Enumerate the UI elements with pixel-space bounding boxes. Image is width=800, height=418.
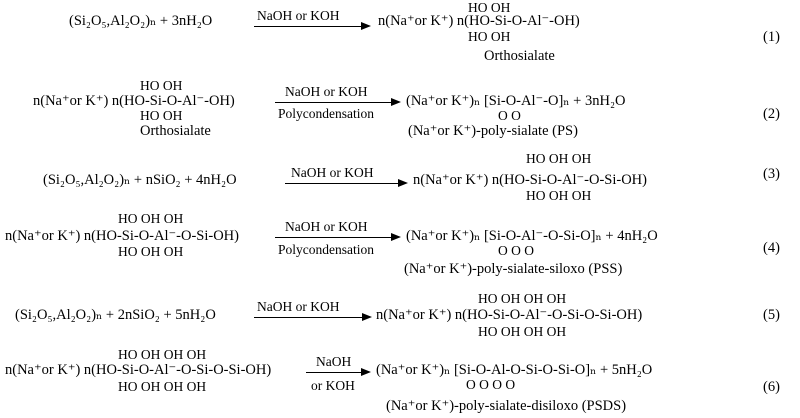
eq6-reactant: n(Na⁺or K⁺) n(HO-Si-O-Al⁻-O-Si-O-Si-OH) [5, 362, 272, 378]
eq5-reactant: (Si₂O₅,Al₂O₂)ₙ + 2nSiO₂ + 5nH₂O [15, 307, 216, 323]
eq2-product: (Na⁺or K⁺)ₙ [Si-O-Al⁻-O]ₙ + 3nH₂O [406, 93, 626, 109]
eq4-reactant-bottom-groups: HO OH OH [118, 244, 184, 259]
eq5-arrow-head [362, 313, 372, 321]
eq5-product-bottom-groups: HO OH OH OH [478, 324, 567, 339]
eq1-condition-above: NaOH or KOH [257, 8, 340, 23]
eq1-product: n(Na⁺or K⁺) n(HO-Si-O-Al⁻-OH) [378, 13, 580, 29]
eq5-arrow [254, 317, 364, 318]
eq3-arrow [285, 183, 400, 184]
eq4-arrow [275, 237, 393, 238]
eq6-product: (Na⁺or K⁺)ₙ [Si-O-Al-O-Si-O-Si-O]ₙ + 5nH₂O [376, 362, 653, 378]
eq4-arrow-head [391, 233, 401, 241]
eq1-arrow [254, 26, 363, 27]
eq5-number: (5) [763, 307, 780, 323]
eq3-arrow-head [398, 179, 408, 187]
eq1-product-top-groups: HO OH [468, 0, 511, 15]
eq2-product-bottom-groups: O O [498, 108, 521, 123]
eq5-product-top-groups: HO OH OH OH [478, 291, 567, 306]
eq2-reactant-name: Orthosialate [140, 123, 211, 139]
eq2-number: (2) [763, 106, 780, 122]
eq2-condition-below: Polycondensation [278, 106, 374, 121]
eq6-reactant-top-groups: HO OH OH OH [118, 347, 207, 362]
eq2-product-name: (Na⁺or K⁺)-poly-sialate (PS) [408, 123, 578, 139]
eq2-reactant: n(Na⁺or K⁺) n(HO-Si-O-Al⁻-OH) [33, 93, 235, 109]
eq3-product-top-groups: HO OH OH [526, 151, 592, 166]
eq2-arrow-head [391, 98, 401, 106]
eq1-number: (1) [763, 29, 780, 45]
eq4-condition-below: Polycondensation [278, 242, 374, 257]
eq3-number: (3) [763, 166, 780, 182]
eq4-reactant-top-groups: HO OH OH [118, 211, 184, 226]
eq2-reactant-bottom-groups: HO OH [140, 108, 183, 123]
eq6-number: (6) [763, 379, 780, 395]
eq1-product-bottom-groups: HO OH [468, 29, 511, 44]
eq6-condition-below: or KOH [311, 378, 355, 393]
eq3-reactant: (Si₂O₅,Al₂O₂)ₙ + nSiO₂ + 4nH₂O [43, 172, 237, 188]
eq4-product: (Na⁺or K⁺)ₙ [Si-O-Al⁻-O-Si-O]ₙ + 4nH₂O [406, 228, 658, 244]
eq6-condition-above: NaOH [316, 354, 352, 369]
eq3-condition-above: NaOH or KOH [291, 165, 374, 180]
eq6-arrow [306, 372, 363, 373]
eq6-product-bottom-groups: O O O O [466, 377, 516, 392]
eq4-product-name: (Na⁺or K⁺)-poly-sialate-siloxo (PSS) [404, 261, 623, 277]
eq6-reactant-bottom-groups: HO OH OH OH [118, 379, 207, 394]
eq4-number: (4) [763, 240, 780, 256]
eq6-arrow-head [361, 368, 371, 376]
eq2-reactant-top-groups: HO OH [140, 78, 183, 93]
eq2-condition-above: NaOH or KOH [285, 84, 368, 99]
eq3-product: n(Na⁺or K⁺) n(HO-Si-O-Al⁻-O-Si-OH) [413, 172, 647, 188]
eq1-product-name: Orthosialate [484, 48, 555, 64]
eq4-product-bottom-groups: O O O [498, 243, 534, 258]
eq5-condition-above: NaOH or KOH [257, 299, 340, 314]
eq4-reactant: n(Na⁺or K⁺) n(HO-Si-O-Al⁻-O-Si-OH) [5, 228, 239, 244]
eq5-product: n(Na⁺or K⁺) n(HO-Si-O-Al⁻-O-Si-O-Si-OH) [376, 307, 643, 323]
eq2-arrow [275, 102, 393, 103]
eq3-product-bottom-groups: HO OH OH [526, 188, 592, 203]
eq1-reactant: (Si₂O₅,Al₂O₂)ₙ + 3nH₂O [69, 13, 213, 29]
eq1-arrow-head [361, 22, 371, 30]
eq6-product-name: (Na⁺or K⁺)-poly-sialate-disiloxo (PSDS) [386, 398, 627, 414]
eq4-condition-above: NaOH or KOH [285, 219, 368, 234]
